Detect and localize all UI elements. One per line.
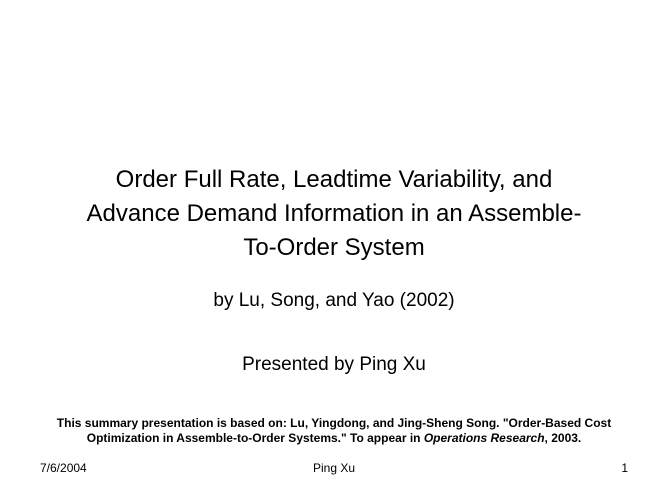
citation-line-2-suffix: , 2003. xyxy=(544,431,582,445)
slide-title xyxy=(40,163,628,265)
slide-title-line-2: Advance Demand Information in an Assemble- xyxy=(86,200,582,227)
footer-author: Ping Xu xyxy=(312,461,356,475)
slide-title-line-1: Order Full Rate, Leadtime Variability, and xyxy=(115,166,553,193)
citation-line-2 xyxy=(20,431,648,446)
citation-line-2-prefix: Optimization in Assemble-to-Order Systems." To appear in xyxy=(86,431,424,445)
citation-note xyxy=(20,416,648,446)
slide-presenter: Presented by Ping Xu xyxy=(242,354,426,375)
slide-authors: by Lu, Song, and Yao (2002) xyxy=(213,290,455,311)
footer-date: 7/6/2004 xyxy=(40,461,87,475)
slide-title-line-3: To-Order System xyxy=(243,234,425,261)
citation-journal: Operations Research xyxy=(423,431,545,445)
citation-line-1: This summary presentation is based on: Lu, Yingdong, and Jing-Sheng Song. "Order-Based Cost xyxy=(56,416,612,430)
footer-page-number: 1 xyxy=(621,461,628,475)
